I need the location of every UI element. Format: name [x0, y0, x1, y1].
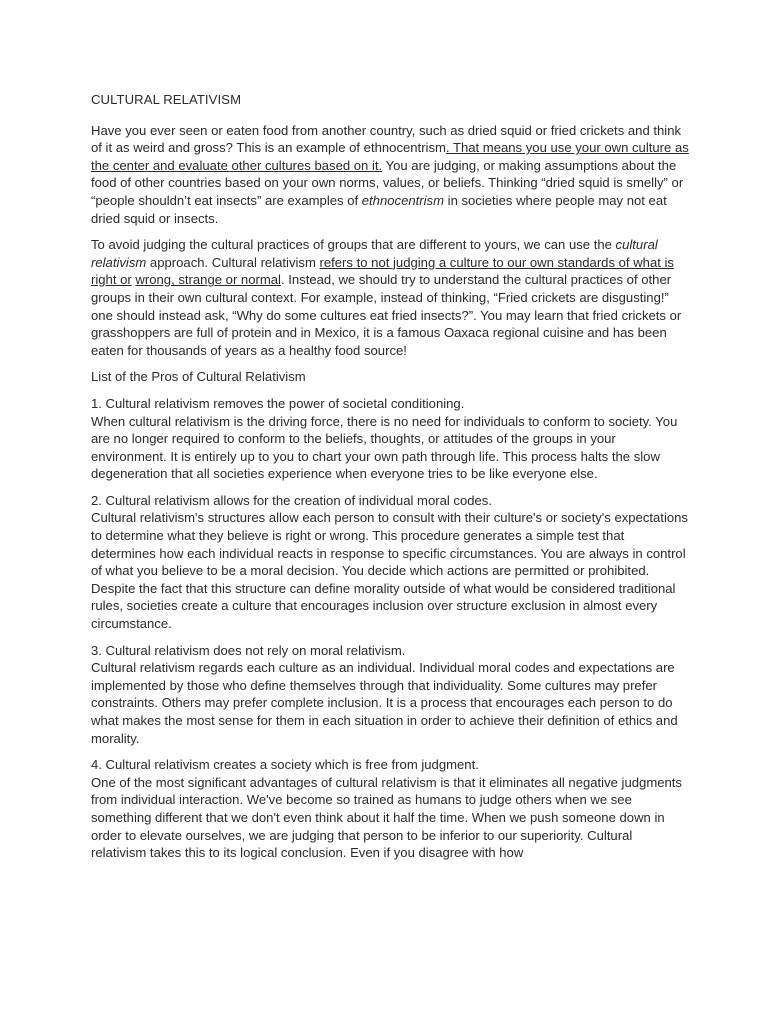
intro-text-3: in societies where people may not eat dried squid or insects. — [91, 192, 667, 226]
relativism-text-4: . Instead, we should try to understand the cultural practices of other groups in their own cultural context. For example, instead of thinking, “Fried crickets are disgusting!” one should instead ask, “Why do some cultures eat fried insects?”. You may learn that fried crickets or grasshoppers are full of protein and in Mexico, it is a famous Oaxaca regional cuisine and has been eaten for thousands of years as a healthy food source! — [91, 272, 682, 358]
pro-item — [91, 642, 691, 748]
pros-list-heading: List of the Pros of Cultural Relativism — [91, 369, 306, 385]
pro-item-heading: 3. Cultural relativism does not rely on moral relativism. — [91, 642, 406, 658]
pro-item-heading: 1. Cultural relativism removes the power of societal conditioning. — [91, 395, 465, 411]
pro-item-body: One of the most significant advantages of cultural relativism is that it eliminates all negative judgments from individual interaction. We've become so trained as humans to judge others when we see something different that we don't even think about it half the time. When we push someone down in order to elevate ourselves, we are judging that person to be inferior to our superiority. Cultural relativism takes this to its logical conclusion. Even if you disagree with how — [91, 774, 682, 861]
relativism-paragraph — [91, 236, 691, 359]
pro-item-heading: 4. Cultural relativism creates a society which is free from judgment. — [91, 757, 479, 773]
document-page — [91, 91, 691, 871]
intro-underlined-definition: . That means you use your own culture as the center and evaluate other cultures based on it. — [91, 140, 689, 173]
pro-item — [91, 756, 691, 862]
intro-italic-term: ethnocentrism — [361, 192, 445, 208]
relativism-text-1: To avoid judging the cultural practices of groups that are different to yours, we can use the — [91, 237, 616, 253]
intro-text-2: You are judging, or making assumptions about the food of other countries based on your own norms, values, or beliefs. Thinking “dried squid is smelly” or “people shouldn’t eat insects” are examples of — [91, 157, 684, 208]
pro-item-body: When cultural relativism is the driving force, there is no need for individuals to conform to society. You are no longer required to conform to the beliefs, thoughts, or attitudes of the groups in your environment. It is entirely up to you to chart your own path through life. This process halts the slow degeneration that all societies experience when everyone tries to be like everyone else. — [91, 413, 678, 482]
relativism-italic-term: cultural relativism — [91, 237, 658, 270]
relativism-underlined-phrase: wrong, strange or normal — [135, 272, 281, 288]
pro-item — [91, 395, 691, 483]
intro-paragraph — [91, 122, 691, 228]
pro-item-body: Cultural relativism regards each culture as an individual. Individual moral codes and expectations are implemented by those who define themselves through that individuality. Some cultures may prefer constraints. Others may prefer complete inclusion. It is a process that encourages each person to do what makes the most sense for them in each situation in order to achieve their definition of ethics and morality. — [91, 660, 678, 746]
pro-item — [91, 492, 691, 633]
pro-item-heading: 2. Cultural relativism allows for the creation of individual moral codes. — [91, 492, 492, 508]
relativism-text-2: approach. Cultural relativism — [146, 254, 320, 270]
document-title: CULTURAL RELATIVISM — [91, 92, 242, 107]
relativism-underlined-definition: refers to not judging a culture to our own standards of what is right or — [91, 254, 674, 288]
intro-text-1: Have you ever seen or eaten food from another country, such as dried squid or fried crickets and think of it as weird and gross? This is an example of ethnocentrism — [91, 122, 682, 156]
pro-item-body: Cultural relativism's structures allow each person to consult with their culture's or society's expectations to determine what they believe is right or wrong. This procedure generates a simple test that determines how each individual reacts in response to specific circumstances. You are always in control of what you believe to be a moral decision. You decide which actions are permitted or prohibited. Despite the fact that this structure can define morality outside of what would be considered traditional rules, societies create a culture that encourages inclusion over structure exclusion in almost every circumstance. — [91, 510, 688, 632]
